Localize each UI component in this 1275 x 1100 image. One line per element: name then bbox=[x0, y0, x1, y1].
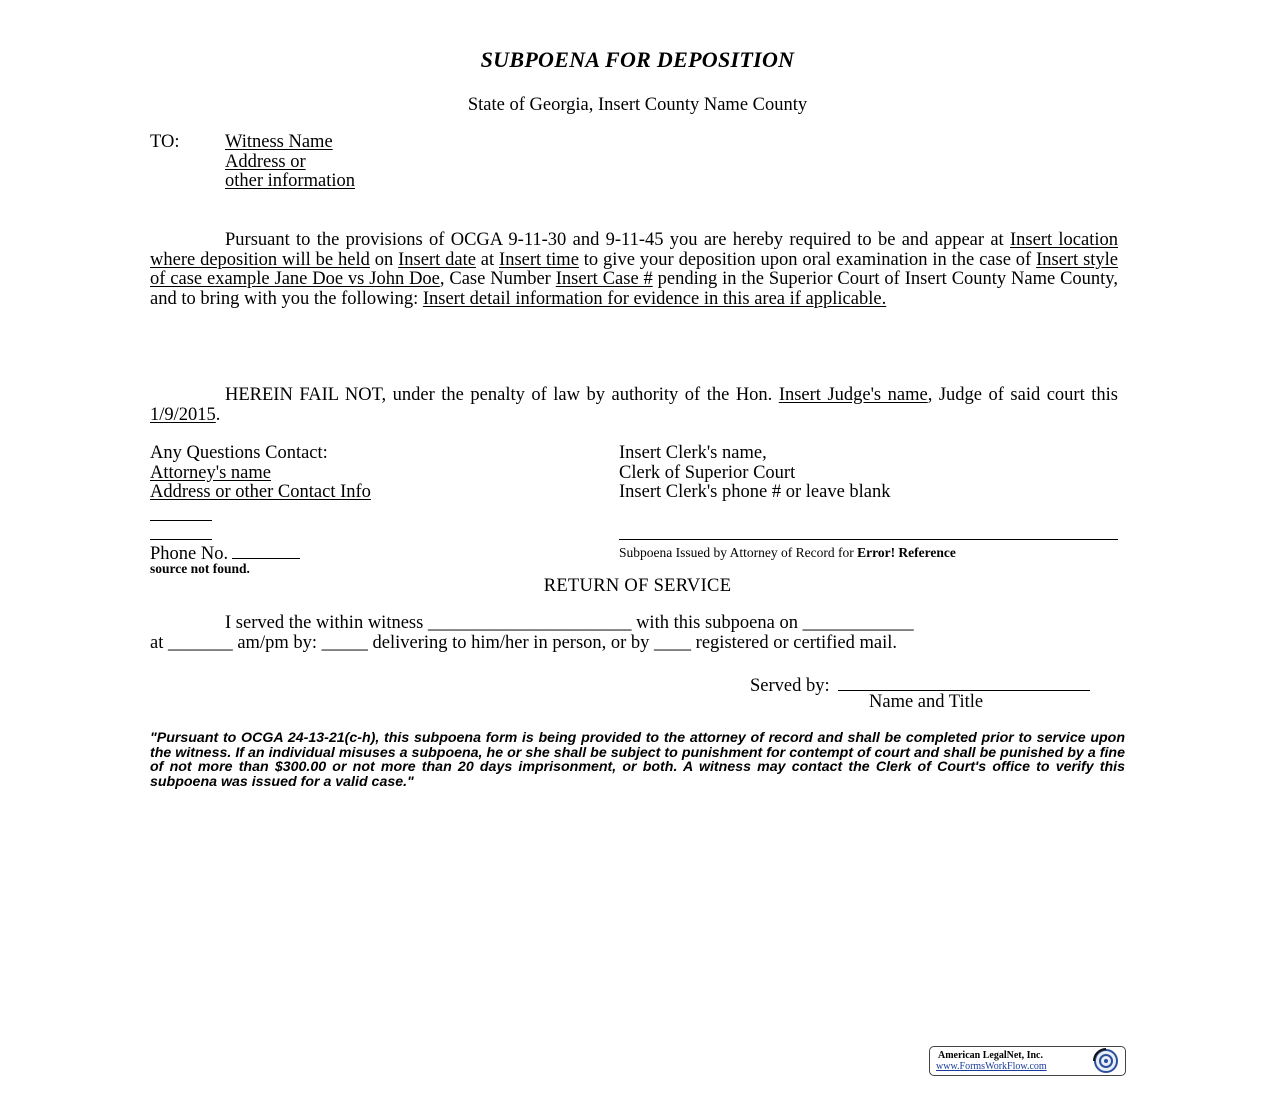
case-style-field: Insert style of case example Jane Doe vs John Doe bbox=[150, 249, 1119, 289]
service-line-2: at _______ am/pm by: _____ delivering to him/her in person, or by ____ registered or certified mail. bbox=[150, 632, 898, 653]
document-title: SUBPOENA FOR DEPOSITION bbox=[480, 47, 795, 72]
name-and-title-label: Name and Title bbox=[869, 692, 984, 712]
clerk-block bbox=[619, 444, 891, 503]
error-reference: Error! Reference bbox=[857, 545, 956, 560]
attorney-name: Attorney's name bbox=[150, 462, 271, 483]
date-field: Insert date bbox=[398, 249, 476, 270]
clerk-phone: Insert Clerk's phone # or leave blank bbox=[619, 482, 891, 502]
issue-date-field: 1/9/2015 bbox=[150, 404, 216, 425]
served-by-label: Served by: bbox=[750, 676, 830, 696]
witness-name: Witness Name bbox=[225, 132, 333, 152]
legal-notice: "Pursuant to OCGA 24-13-21(c-h), this subpoena form is being provided to the attorney of record and shall be completed prior to service upon the witness. If an individual misuses a subpoena, he or she shall be subject to punishment for contempt of court and shall be punished by a fine of not more than $300.00 or not more than 20 days imprisonment, or both. A witness may contact the Clerk of Court's office to verify this subpoena was issued for a valid case." bbox=[150, 730, 1125, 791]
clerk-title: Clerk of Superior Court bbox=[619, 462, 796, 483]
contact-heading: Any Questions Contact: bbox=[150, 443, 328, 463]
to-label: TO: bbox=[150, 132, 180, 152]
location-field: Insert location where deposition will be held bbox=[150, 230, 1118, 270]
clerk-name: Insert Clerk's name, bbox=[619, 443, 767, 463]
evidence-field: Insert detail information for evidence in this area if applicable. bbox=[422, 288, 887, 309]
service-line-1: I served the within witness ______________________ with this subpoena on ____________ bbox=[225, 613, 914, 633]
blank-line bbox=[150, 539, 212, 540]
clerk-signature-line bbox=[619, 539, 1118, 540]
case-number-field: Insert Case # bbox=[555, 269, 653, 289]
globe-icon bbox=[1088, 1048, 1122, 1074]
attorney-address: Address or other Contact Info bbox=[150, 482, 371, 502]
deposition-paragraph: Pursuant to the provisions of OCGA 9-11-30 and 9-11-45 you are hereby required to be and appear at Insert location where deposition will be held on Insert date at Insert time to give your deposition upon oral examination in the case of Insert style of case example Jane Doe vs John Doe, Case Number Insert Case # pending in the Superior Court of Insert County Name County, and to bring with you the following: Insert detail information for evidence in this area if applicable. bbox=[150, 230, 1119, 309]
judge-name-field: Insert Judge's name bbox=[778, 385, 928, 405]
to-recipient bbox=[225, 133, 355, 192]
company-url-link[interactable]: www.FormsWorkFlow.com bbox=[936, 1061, 1047, 1072]
contact-block bbox=[150, 444, 371, 503]
return-of-service-heading: RETURN OF SERVICE bbox=[543, 576, 732, 596]
blank-line bbox=[150, 520, 212, 521]
witness-address: Address or bbox=[225, 151, 306, 172]
phone-blank bbox=[232, 542, 300, 559]
state-line: State of Georgia, Insert County Name County bbox=[467, 95, 808, 115]
phone-label: Phone No. bbox=[150, 544, 229, 564]
witness-other-info: other information bbox=[225, 171, 355, 191]
service-paragraph bbox=[150, 614, 1125, 653]
issued-by-line: Subpoena Issued by Attorney of Record for Error! Reference bbox=[619, 545, 956, 560]
company-name: American LegalNet, Inc. bbox=[938, 1050, 1043, 1061]
footer-logo bbox=[929, 1046, 1126, 1076]
time-field: Insert time bbox=[499, 249, 579, 270]
served-by-signature-line bbox=[838, 673, 1090, 691]
error-reference-cont: source not found. bbox=[150, 561, 250, 576]
fail-not-paragraph: HEREIN FAIL NOT, under the penalty of law by authority of the Hon. Insert Judge's name, Judge of said court this 1/9/2015. bbox=[150, 385, 1118, 425]
